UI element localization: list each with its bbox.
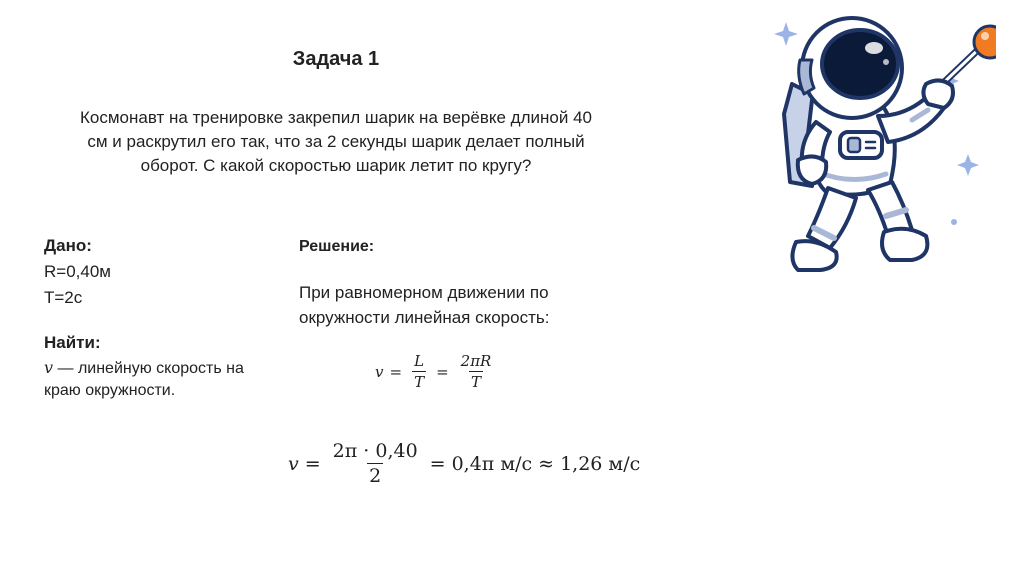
given-radius: R=0,40м xyxy=(44,262,111,281)
left-glove xyxy=(798,156,826,184)
find-text xyxy=(44,357,284,402)
problem-statement: Космонавт на тренировке закрепил шарик на верёвке длиной 40 см и раскрутил его так, что за 2 секунды шарик делает полный оборот. С какой скоростью шарик летит по кругу? xyxy=(80,108,592,175)
formula1-fraction-2 xyxy=(459,352,494,391)
formula1-fraction-1 xyxy=(412,352,426,391)
solution-heading: Решение: xyxy=(299,238,375,255)
task-title: Задача 1 xyxy=(292,48,380,70)
helmet-ear xyxy=(799,60,814,94)
formula1-lhs: v xyxy=(375,362,384,381)
given-period: T=2с xyxy=(44,288,83,307)
astronaut-holding-ball-on-stick-icon xyxy=(756,4,996,276)
right-boot xyxy=(882,229,927,260)
formula2-intermediate: 0,4π м/с xyxy=(451,452,533,475)
star-icon xyxy=(774,22,798,46)
formula1-frac2-numerator: 2πR xyxy=(460,352,492,370)
formula2-equals-1: = xyxy=(304,452,321,475)
formula2-approx: ≈ xyxy=(538,452,555,475)
given-heading: Дано: xyxy=(44,236,92,255)
formula2-numerator: 2π · 0,40 xyxy=(332,440,418,462)
star-dot xyxy=(951,219,957,225)
formula2-result: 1,26 м/с xyxy=(560,452,641,475)
find-heading: Найти: xyxy=(44,333,101,352)
formula1-frac2-denominator: T xyxy=(471,373,482,391)
formula-velocity-calculation xyxy=(288,440,640,487)
find-description: — линейную скорость на краю окружности. xyxy=(44,360,244,399)
astronaut-body xyxy=(784,18,953,270)
ball xyxy=(974,26,996,58)
formula2-fraction xyxy=(331,440,420,487)
solution-text: При равномерном движении по окружности линейная скорость: xyxy=(299,283,550,327)
find-variable: v xyxy=(44,358,54,377)
formula1-frac1-denominator: T xyxy=(414,373,425,391)
formula1-equals-2: = xyxy=(436,362,449,381)
formula2-denominator: 2 xyxy=(369,465,382,487)
formula2-lhs: v xyxy=(288,452,299,475)
formula1-frac1-numerator: L xyxy=(414,352,425,370)
formula1-equals-1: = xyxy=(389,362,403,381)
right-glove xyxy=(923,80,953,108)
formula-velocity-definition xyxy=(375,352,497,391)
formula2-equals-2: = xyxy=(429,452,446,475)
star-icon xyxy=(957,154,979,176)
